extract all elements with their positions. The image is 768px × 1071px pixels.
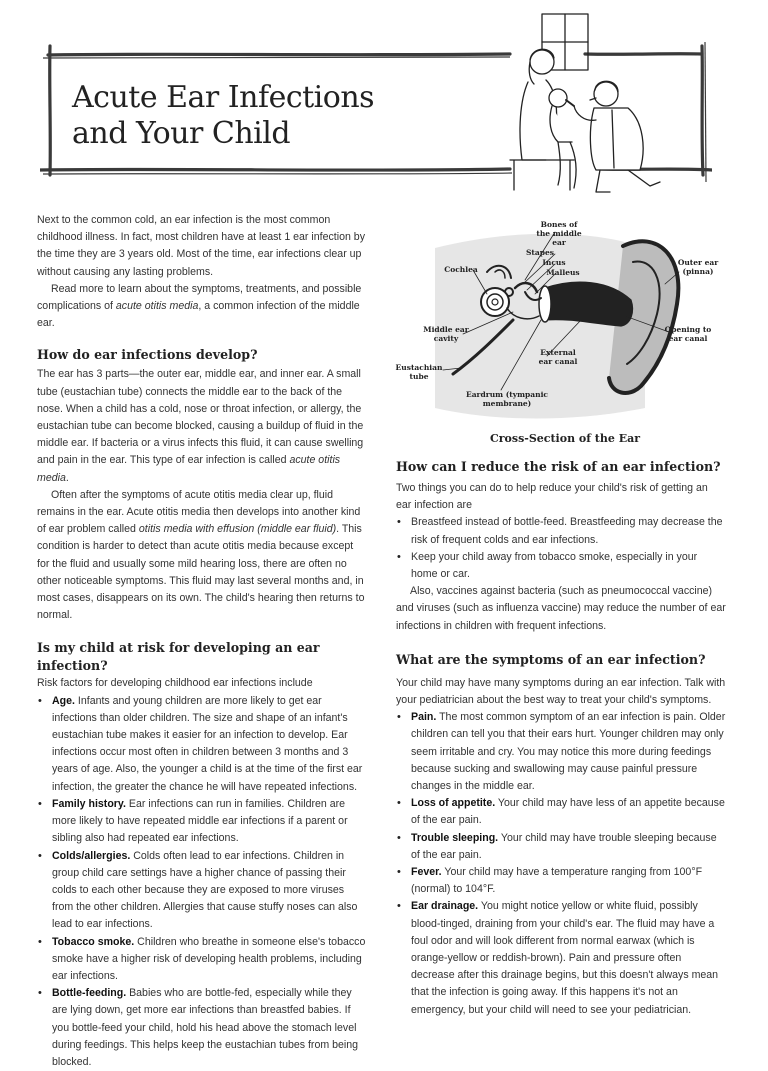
section-heading-risk: Is my child at risk for developing an ear infection? <box>37 640 320 674</box>
doctor-exam-illustration <box>500 10 672 200</box>
list-item: • Colds/allergies. Colds often lead to ear infections. Children in group child care settings have a higher chance of passing their colds to each other because they are exposed to more viruses from the other children. Allergies that cause stuffy noses can also lead to ear infections. <box>37 848 367 934</box>
reduce-intro: Two things you can do to help reduce your child's risk of getting an ear infection are <box>396 482 708 512</box>
label-bones-of-middle-ear: Bones of the middle ear <box>536 220 582 247</box>
label-external-ear-canal: External ear canal <box>538 348 578 366</box>
list-item: • Tobacco smoke. Children who breathe in someone else's tobacco smoke have a higher risk of developing health problems, including ear infections. <box>37 934 367 986</box>
label-cochlea: Cochlea <box>444 265 478 274</box>
symptoms-intro: Your child may have many symptoms during an ear infection. Talk with your pediatrician about the best way to treat your child's symptoms. <box>396 676 726 707</box>
list-item: • Bottle-feeding. Babies who are bottle-fed, especially while they are lying down, get more ear infections than breastfed babies. If you bottle-feed your child, hold his head above the stomach level during feedings. This helps keep the eustachian tubes from being blocked. <box>37 985 367 1071</box>
list-item: • Family history. Ear infections can run in families. Children are more likely to have repeated middle ear infections if a parent or sibling also had repeated ear infections. <box>37 796 367 848</box>
intro-paragraph-1: Next to the common cold, an ear infection is the most common childhood illness. In fact, most children have at least 1 ear infection by the time they are 3 years old. Most of the time, ear infections clear up without causing any lasting problems. <box>37 214 365 278</box>
intro-paragraph-2: Read more to learn about the symptoms, treatments, and possible complications of acute otitis media, a common infection of the middle ear. <box>37 282 362 330</box>
reduce-list <box>396 514 726 583</box>
list-item: • Loss of appetite. Your child may have less of an appetite because of the ear pain. <box>396 795 726 829</box>
risk-factor-list <box>37 693 367 1071</box>
label-malleus: Malleus <box>546 268 580 277</box>
diagram-caption: Cross-Section of the Ear <box>490 432 641 445</box>
page-title <box>72 80 432 152</box>
list-item: • Fever. Your child may have a temperature ranging from 100°F (normal) to 104°F. <box>396 864 726 898</box>
label-outer-ear: Outer ear (pinna) <box>677 258 719 276</box>
reduce-vaccines-paragraph: Also, vaccines against bacteria (such as pneumococcal vaccine) and viruses (such as influenza vaccine) may reduce the number of ear infections in children with frequent infections. <box>396 585 726 632</box>
section-heading-reduce: How can I reduce the risk of an ear infection? <box>396 459 721 474</box>
title-line-1: Acute Ear Infections <box>72 80 375 115</box>
list-item: • Pain. The most common symptom of an ear infection is pain. Older children can tell you that their ears hurt. Younger children may only seem irritable and cry. You may notice this more during feedings because sucking and swallowing may cause painful pressure changes in the middle ear. <box>396 709 726 795</box>
label-middle-ear-cavity: Middle ear cavity <box>423 325 469 343</box>
develop-paragraph-2: Often after the symptoms of acute otitis media clear up, fluid remains in the ear. Acute otitis media then develops into another kind of ear problem called otitis media with effusion (middle ear fluid). This condition is harder to detect than acute otitis media because except for the fluid and usually some mild hearing loss, there are often no other noticeable symptoms. This fluid may last several months and, in most cases, disappears on its own. The child's hearing then returns to normal. <box>37 488 365 622</box>
title-line-2: and Your Child <box>72 116 291 151</box>
label-opening-to-ear-canal: Opening to ear canal <box>664 325 712 343</box>
list-item: • Keep your child away from tobacco smoke, especially in your home or car. <box>396 549 726 583</box>
list-item: • Breastfeed instead of bottle-feed. Breastfeeding may decrease the risk of frequent colds and ear infections. <box>396 514 726 548</box>
develop-paragraph-1: The ear has 3 parts—the outer ear, middle ear, and inner ear. A small tube (eustachian tube) connects the middle ear to the back of the nose. When a child has a cold, nose or throat infection, or allergy, the eustachian tube can become blocked, causing a buildup of fluid in the middle ear. If bacteria or a virus infects this fluid, it can cause swelling and pain in the ear. This type of ear infection is called acute otitis media. <box>37 368 364 484</box>
list-item: • Trouble sleeping. Your child may have trouble sleeping because of the ear pain. <box>396 830 726 864</box>
left-column <box>37 212 367 1071</box>
label-eardrum: Eardrum (tympanic membrane) <box>465 390 548 408</box>
right-column <box>396 458 726 1019</box>
section-heading-symptoms: What are the symptoms of an ear infection? <box>396 651 706 667</box>
ear-cross-section-diagram <box>395 208 725 458</box>
section-heading-develop: How do ear infections develop? <box>37 347 258 363</box>
label-stapes: Stapes <box>526 248 554 257</box>
label-eustachian-tube: Eustachian tube <box>395 363 443 381</box>
list-item: • Age. Infants and young children are more likely to get ear infections than older children. The size and shape of an infant's eustachian tube makes it easier for an infection to develop. Ear infections occur most often in children between 3 months and 3 years of age. Also, the younger a child is at the time of the first ear infection, the greater the chance he will have repeated infections. <box>37 693 367 796</box>
risk-intro: Risk factors for developing childhood ear infections include <box>37 677 313 690</box>
list-item: • Ear drainage. You might notice yellow or white fluid, possibly blood-tinged, draining from your child's ear. The fluid may have a foul odor and will look different from normal earwax (which is orange-yellow or reddish-brown). Pain and pressure often decrease after this drainage begins, but this doesn't always mean that the infection is going away. If this happens it's not an emergency, but your child will need to see your pediatrician. <box>396 898 726 1018</box>
symptoms-list <box>396 709 726 1019</box>
label-incus: Incus <box>542 258 566 267</box>
